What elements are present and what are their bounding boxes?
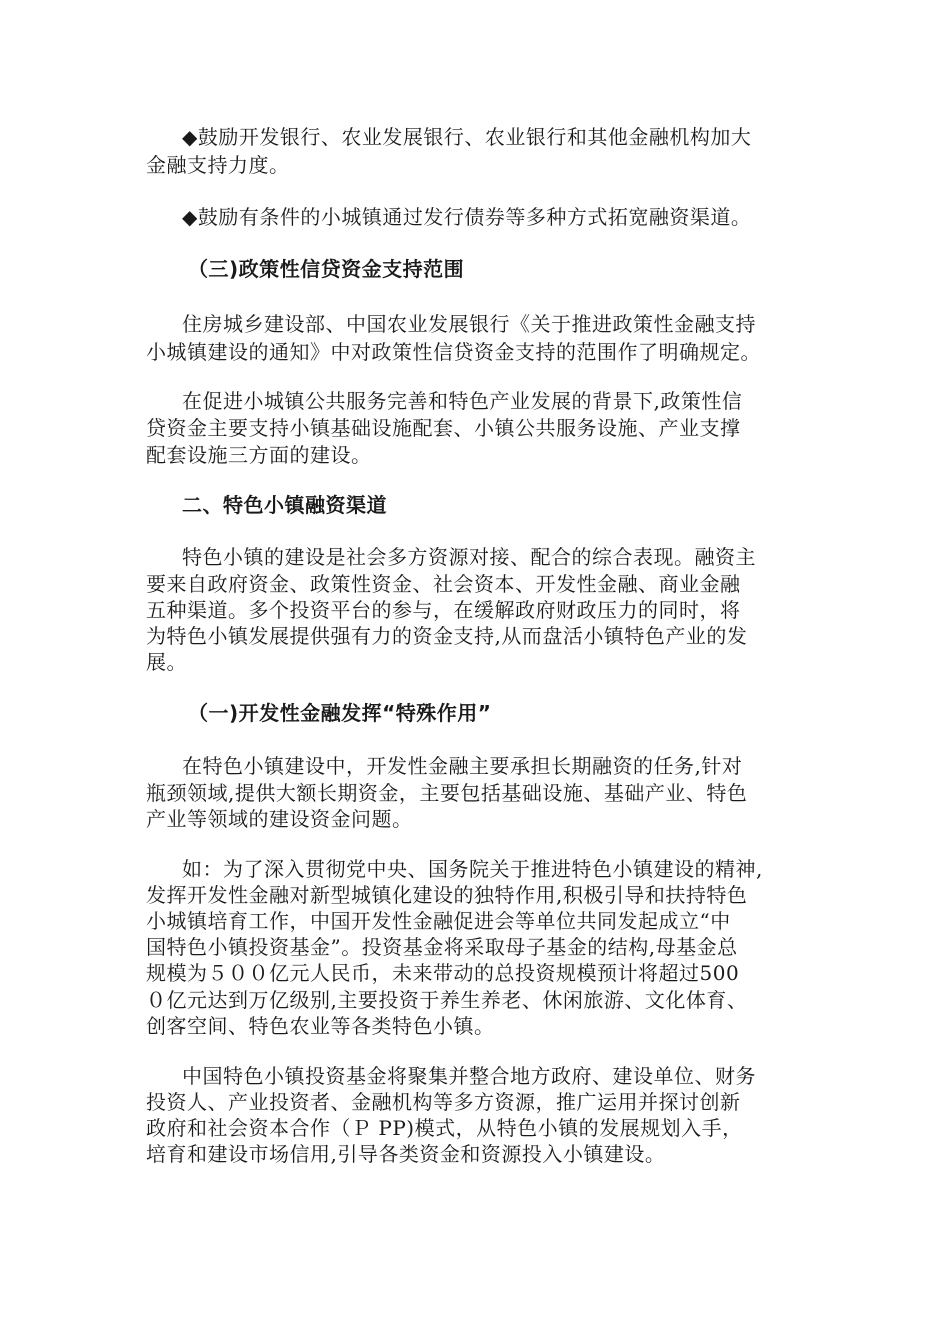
- paragraph-line: 为特色小镇发展提供强有力的资金支持,从而盘活小镇特色产业的发: [146, 624, 748, 648]
- paragraph-line: 在特色小镇建设中，开发性金融主要承担长期融资的任务,针对: [182, 754, 743, 778]
- paragraph-line: ◆鼓励有条件的小城镇通过发行债券等多种方式拓宽融资渠道。: [182, 205, 752, 229]
- paragraph-line: 规模为５００亿元人民币，未来带动的总投资规模预计将超过500: [146, 961, 740, 985]
- paragraph-line: 如：为了深入贯彻党中央、国务院关于推进特色小镇建设的精神,: [182, 857, 763, 881]
- section-heading: 二、特色小镇融资渠道: [182, 493, 387, 517]
- section-heading: （三)政策性信贷资金支持范围: [188, 257, 465, 281]
- paragraph-line: 金融支持力度。: [146, 153, 290, 177]
- section-heading: （一)开发性金融发挥“特殊作用”: [188, 701, 492, 725]
- paragraph-line: 住房城乡建设部、中国农业发展银行《关于推进政策性金融支持: [182, 312, 756, 336]
- paragraph-line: 小城镇建设的通知》中对政策性信贷资金支持的范围作了明确规定。: [146, 340, 761, 364]
- paragraph-line: 展。: [146, 650, 187, 674]
- paragraph-line: 产业等领域的建设资金问题。: [146, 807, 413, 831]
- paragraph-line: ０亿元达到万亿级别,主要投资于养生养老、休闲旅游、文化体育、: [146, 988, 748, 1012]
- paragraph-line: 发挥开发性金融对新型城镇化建设的独特作用,积极引导和扶持特色: [146, 883, 748, 907]
- paragraph-line: 培育和建设市场信用,引导各类资金和资源投入小镇建设。: [146, 1142, 666, 1166]
- paragraph-line: 政府和社会资本合作（Ｐ PP)模式，从特色小镇的发展规划入手，: [146, 1116, 743, 1140]
- paragraph-line: 国特色小镇投资基金”。投资基金将采取母子基金的结构,母基金总: [146, 935, 738, 959]
- paragraph-line: 要来自政府资金、政策性资金、社会资本、开发性金融、商业金融: [146, 572, 741, 596]
- paragraph-line: 小城镇培育工作，中国开发性金融促进会等单位共同发起成立“中: [146, 909, 731, 933]
- paragraph-line: 特色小镇的建设是社会多方资源对接、配合的综合表现。融资主: [182, 545, 756, 569]
- paragraph-line: 在促进小城镇公共服务完善和特色产业发展的背景下,政策性信: [182, 389, 743, 413]
- paragraph-line: 投资人、产业投资者、金融机构等多方资源，推广运用并探讨创新: [146, 1090, 741, 1114]
- paragraph-line: 五种渠道。多个投资平台的参与，在缓解政府财政压力的同时，将: [146, 598, 741, 622]
- paragraph-line: ◆鼓励开发银行、农业发展银行、农业银行和其他金融机构加大: [182, 125, 752, 149]
- paragraph-line: 配套设施三方面的建设。: [146, 443, 372, 467]
- paragraph-line: 创客空间、特色农业等各类特色小镇。: [146, 1014, 495, 1038]
- paragraph-line: 瓶颈领域,提供大额长期资金，主要包括基础设施、基础产业、特色: [146, 781, 748, 805]
- paragraph-line: 中国特色小镇投资基金将聚集并整合地方政府、建设单位、财务: [182, 1064, 756, 1088]
- paragraph-line: 贷资金主要支持小镇基础设施配套、小镇公共服务设施、产业支撑: [146, 416, 741, 440]
